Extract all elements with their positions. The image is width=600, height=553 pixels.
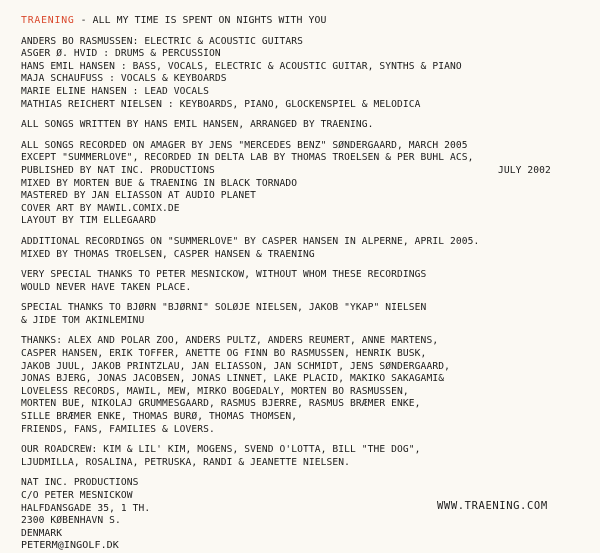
cover-art-credit: COVER ART BY MAWIL.COMIX.DE — [21, 202, 180, 214]
layout-credit: LAYOUT BY TIM ELLEGAARD — [21, 215, 157, 227]
address-line: NAT INC. PRODUCTIONS — [21, 477, 139, 489]
recording-date: JULY 2002 — [498, 164, 551, 176]
recording-line: ALL SONGS RECORDED ON AMAGER BY JENS "MERCEDES BENZ" SØNDERGAARD, MARCH 2005 — [21, 139, 468, 151]
thanks-list — [21, 335, 580, 436]
thanks-line: CASPER HANSEN, ERIK TOFFER, ANETTE OG FINN BO RASMUSSEN, HENRIK BUSK, — [21, 348, 427, 360]
thanks-line: JAKOB JUUL, JAKOB PRINTZLAU, JAN ELIASSON, JAN SCHMIDT, JENS SØNDERGAARD, — [21, 360, 450, 372]
very-special-thanks — [21, 269, 580, 294]
mastering-credit: MASTERED BY JAN ELIASSON AT AUDIO PLANET — [21, 190, 257, 202]
album-title — [21, 15, 580, 28]
album-name: - ALL MY TIME IS SPENT ON NIGHTS WITH YOU — [74, 15, 327, 26]
special-line: & JIDE TOM AKINLEMINU — [21, 314, 145, 326]
band-name: TRAENING — [21, 15, 75, 26]
roadcrew-line: OUR ROADCREW: KIM & LIL' KIM, MOGENS, SVEND O'LOTTA, BILL "THE DOG", — [21, 444, 421, 456]
member-credit: ANDERS BO RASMUSSEN: ELECTRIC & ACOUSTIC GUITARS — [21, 35, 304, 47]
additional-line: MIXED BY THOMAS TROELSEN, CASPER HANSEN & TRAENING — [21, 248, 315, 260]
mixing-credit: MIXED BY MORTEN BUE & TRAENING IN BLACK TORNADO — [21, 177, 298, 189]
very-special-line: WOULD NEVER HAVE TAKEN PLACE. — [21, 281, 192, 293]
member-credit: ASGER Ø. HVID : DRUMS & PERCUSSION — [21, 48, 221, 60]
recording-credits — [21, 140, 580, 228]
additional-recordings — [21, 236, 580, 261]
recording-line: EXCEPT "SUMMERLOVE", RECORDED IN DELTA LAB BY THOMAS TROELSEN & PER BUHL ACS, — [21, 152, 474, 164]
address-line: HALFDANSGADE 35, 1 TH. — [21, 502, 151, 514]
roadcrew-line: LJUDMILLA, ROSALINA, PETRUSKA, RANDI & JEANETTE NIELSEN. — [21, 456, 351, 468]
band-website: WWW.TRAENING.COM — [437, 500, 548, 512]
thanks-line: MORTEN BUE, NIKOLAJ GRUMMESGAARD, RASMUS BJERRE, RASMUS BRÆMER ENKE, — [21, 398, 421, 410]
thanks-line: SILLE BRÆMER ENKE, THOMAS BURØ, THOMAS THOMSEN, — [21, 411, 298, 423]
address-line: DENMARK — [21, 527, 63, 539]
address-line: C/O PETER MESNICKOW — [21, 490, 133, 501]
publisher-credit: PUBLISHED BY NAT INC. PRODUCTIONS — [21, 164, 215, 176]
contact-email: PETERM@INGOLF.DK — [21, 540, 119, 552]
band-members — [21, 36, 580, 112]
very-special-line: VERY SPECIAL THANKS TO PETER MESNICKOW, WITHOUT WHOM THESE RECORDINGS — [21, 269, 427, 281]
thanks-line: THANKS: ALEX AND POLAR ZOO, ANDERS PULTZ, ANDERS REUMERT, ANNE MARTENS, — [21, 335, 439, 347]
member-credit: HANS EMIL HANSEN : BASS, VOCALS, ELECTRIC & ACOUSTIC GUITAR, SYNTHS & PIANO — [21, 60, 462, 72]
thanks-line: JONAS BJERG, JONAS JACOBSEN, JONAS LINNET, LAKE PLACID, MAKIKO SAKAGAMI& — [21, 373, 445, 385]
member-credit: MATHIAS REICHERT NIELSEN : KEYBOARDS, PIANO, GLOCKENSPIEL & MELODICA — [21, 98, 421, 110]
special-line: SPECIAL THANKS TO BJØRN "BJØRNI" SOLØJE NIELSEN, JAKOB "YKAP" NIELSEN — [21, 302, 427, 314]
roadcrew — [21, 444, 580, 469]
member-credit: MARIE ELINE HANSEN : LEAD VOCALS — [21, 85, 210, 97]
special-thanks — [21, 302, 580, 327]
contact-address — [21, 477, 580, 553]
songwriting-credit: ALL SONGS WRITTEN BY HANS EMIL HANSEN, ARRANGED BY TRAENING. — [21, 119, 374, 131]
recording-line — [21, 165, 580, 178]
member-credit: MAJA SCHAUFUSS : VOCALS & KEYBOARDS — [21, 73, 227, 85]
thanks-line: FRIENDS, FANS, FAMILIES & LOVERS. — [21, 423, 215, 435]
thanks-line: LOVELESS RECORDS, MAWIL, MEW, MIRKO BOGEDALY, MORTEN BO RASMUSSEN, — [21, 385, 409, 397]
address-line: 2300 KØBENHAVN S. — [21, 515, 121, 527]
additional-line: ADDITIONAL RECORDINGS ON "SUMMERLOVE" BY CASPER HANSEN IN ALPERNE, APRIL 2005. — [21, 235, 480, 247]
